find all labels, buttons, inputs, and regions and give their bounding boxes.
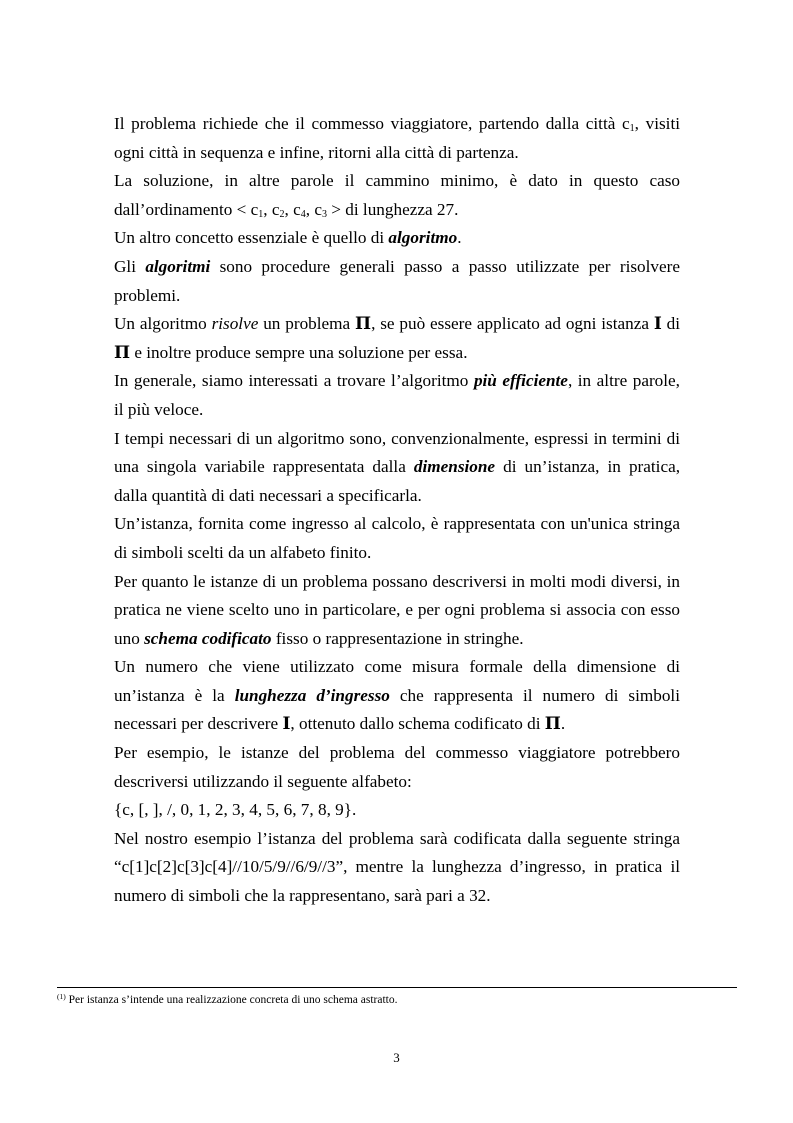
symbol: I <box>282 714 291 735</box>
footnote-divider <box>57 987 737 988</box>
paragraph: La soluzione, in altre parole il cammino minimo, è dato in questo caso dall’ordinamento < $c_1$, $c_2$, $c_4$, $c_3$ > di lunghezza 27. <box>114 171 680 220</box>
paragraph: Un altro concetto essenziale è quello di algoritmo. <box>114 228 462 248</box>
paragraph: Gli algoritmi sono procedure generali passo a passo utilizzate per risolvere problemi. <box>114 256 680 305</box>
footnote-text: Per istanza s’intende una realizzazione concreta di uno schema astratto. <box>65 994 398 1006</box>
paragraph: Per quanto le istanze di un problema possano descriversi in molti modi diversi, in pratica ne viene scelto uno in particolare, e per ogni problema si associa con esso uno schema codificato fisso o rappresentazione in stringhe. <box>114 571 680 648</box>
emphasis: dimensione <box>413 457 496 477</box>
paragraph: Nel nostro esempio l’istanza del problema sarà codificata dalla seguente stringa “c[1]c[2]c[3]c[4]//10/5/9//6/9//3”, mentre la lunghezza d’ingresso, in pratica il numero di simboli che la rappresentano, sarà pari a 32. <box>114 828 680 906</box>
paragraph: Un’istanza, fornita come ingresso al calcolo, è rappresentata con un'unica stringa di simboli scelti da un alfabeto finito. <box>114 514 680 562</box>
symbol: Π <box>544 714 561 735</box>
paragraph: Un algoritmo risolve un problema Π, se può essere applicato ad ogni istanza I di Π e inoltre produce sempre una soluzione per essa. <box>114 314 680 363</box>
footnote <box>57 993 737 1007</box>
emphasis: risolve <box>211 314 259 334</box>
footnote-marker: (1) <box>57 992 66 1001</box>
paragraph: Un numero che viene utilizzato come misura formale della dimensione di un’istanza è la lunghezza d’ingresso che rappresenta il numero di simboli necessari per descrivere I, ottenuto dallo schema codificato di Π. <box>114 657 680 735</box>
emphasis: lunghezza d’ingresso <box>234 685 390 705</box>
symbol: I <box>653 314 662 335</box>
symbol: Π <box>355 314 372 335</box>
page-number: 3 <box>393 1050 400 1065</box>
paragraph: {c, [, ], /, 0, 1, 2, 3, 4, 5, 6, 7, 8, 9}. <box>114 800 357 820</box>
symbol: Π <box>114 342 131 363</box>
body-text <box>114 110 680 911</box>
emphasis: algoritmo <box>388 228 458 248</box>
paragraph: In generale, siamo interessati a trovare l’algoritmo più efficiente, in altre parole, il più veloce. <box>114 371 680 419</box>
paragraph: Il problema richiede che il commesso viaggiatore, partendo dalla città $c_1$, visiti ogni città in sequenza e infine, ritorni alla città di partenza. <box>114 114 680 162</box>
emphasis: schema codificato <box>144 628 272 648</box>
paragraph: Per esempio, le istanze del problema del commesso viaggiatore potrebbero descriversi utilizzando il seguente alfabeto: <box>114 743 680 791</box>
emphasis: più efficiente <box>473 371 568 391</box>
paragraph: I tempi necessari di un algoritmo sono, convenzionalmente, espressi in termini di una singola variabile rappresentata dalla dimensione di un’istanza, in pratica, dalla quantità di dati necessari a specificarla. <box>114 428 681 505</box>
emphasis: algoritmi <box>145 256 211 276</box>
